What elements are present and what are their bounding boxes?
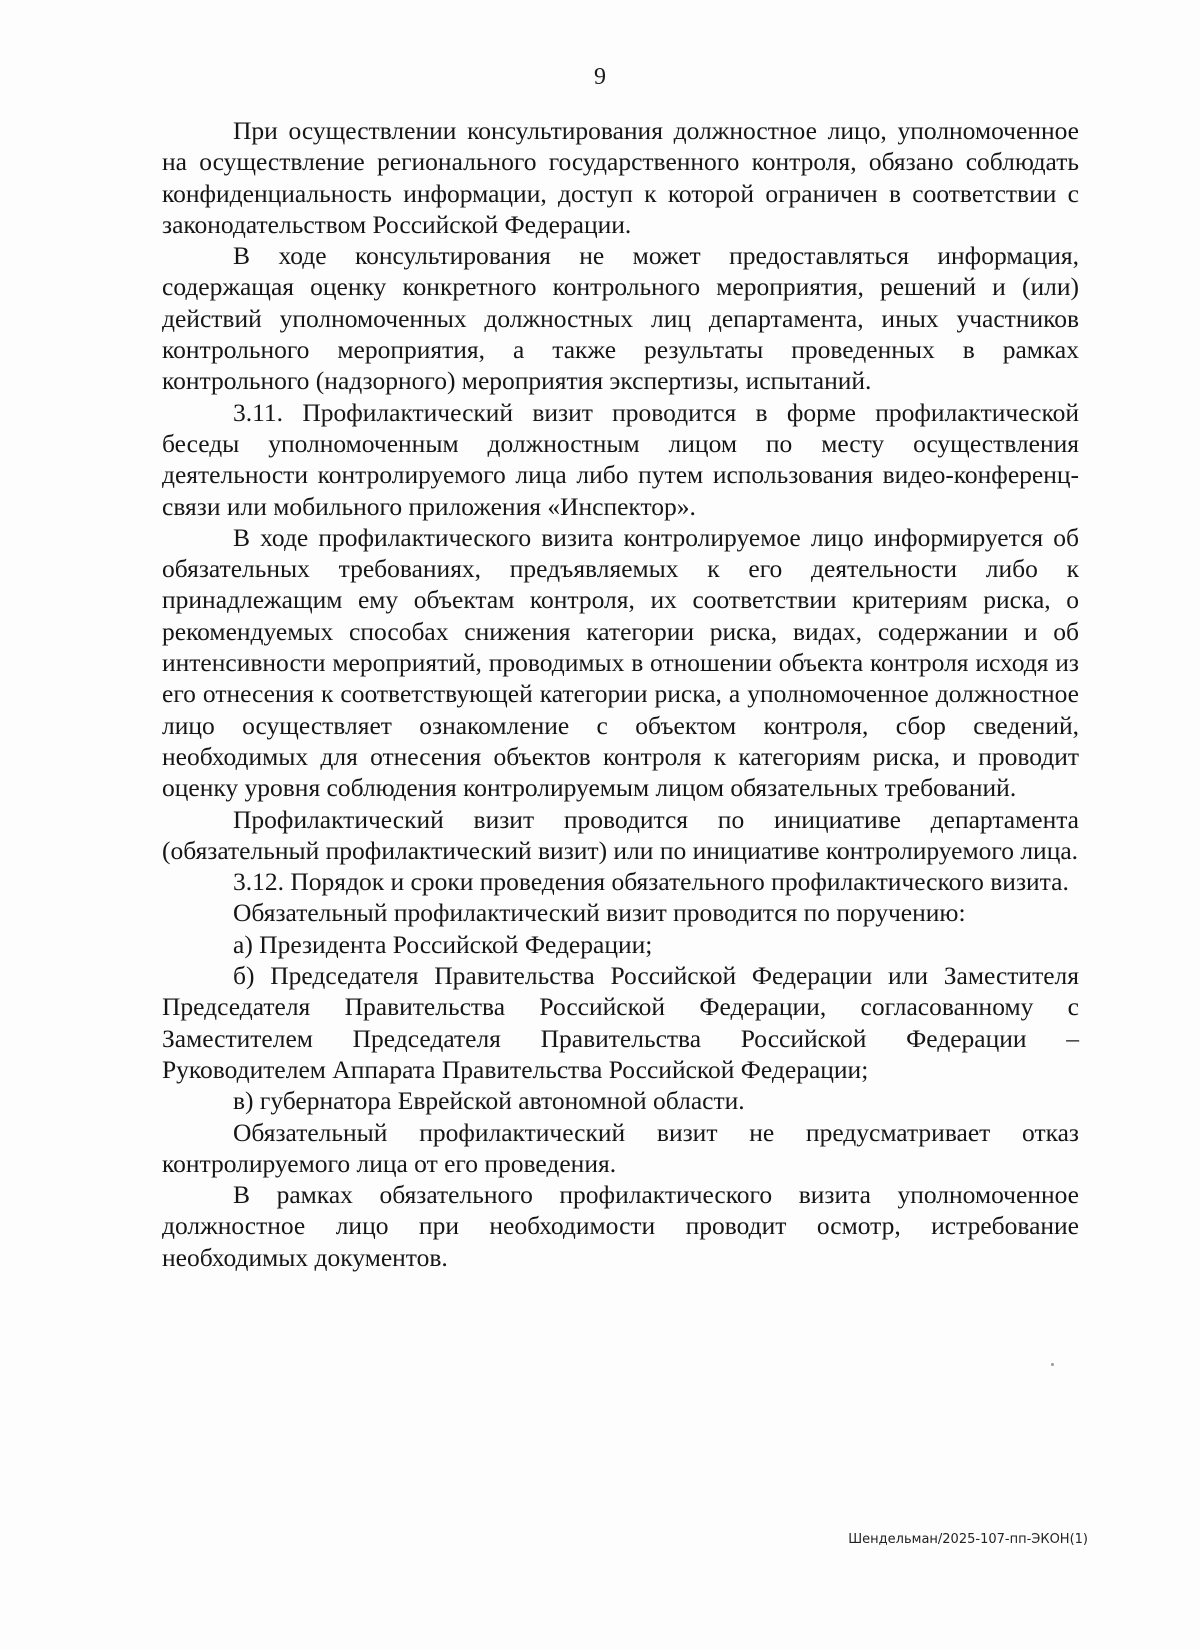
list-item-v: в) губернатора Еврейской автономной области. bbox=[233, 1086, 745, 1116]
document-body bbox=[162, 115, 1079, 1273]
paragraph-inspection: В рамках обязательного профилактического визита уполномоченное должностное лицо при необходимости проводит осмотр, истребование необходимых документов. bbox=[162, 1180, 1079, 1272]
paragraph-3-11-preventive-visit: 3.11. Профилактический визит проводится в форме профилактической беседы уполномоченным должностным лицом по месту осуществления деятельности контролируемого лица либо путем использования видео-конференц-связи или мобильного приложения «Инспектор». bbox=[162, 397, 1079, 521]
paragraph-3-12-procedure: 3.12. Порядок и сроки проведения обязательного профилактического визита. bbox=[233, 867, 1069, 897]
list-item-b: б) Председателя Правительства Российской Федерации или Заместителя Председателя Правительства Российской Федерации, согласованному с Заместителем Председателя Правительства Российской Федерации – Руководителем Аппарата Правительства Российской Федерации; bbox=[162, 961, 1079, 1084]
scan-speck bbox=[1051, 1363, 1054, 1366]
footer-document-code: Шендельман/2025-107-пп-ЭКОН(1) bbox=[848, 1532, 1088, 1547]
page-number: 9 bbox=[594, 64, 606, 90]
paragraph-no-refusal: Обязательный профилактический визит не предусматривает отказ контролируемого лица от его проведения. bbox=[162, 1117, 1079, 1178]
paragraph-instruction-intro: Обязательный профилактический визит проводится по поручению: bbox=[233, 898, 966, 928]
paragraph-confidentiality: При осуществлении консультирования должностное лицо, уполномоченное на осуществление регионального государственного контроля, обязано соблюдать конфиденциальность информации, доступ к которой ограничен в соответствии с законодательством Российской Федерации. bbox=[162, 116, 1079, 239]
paragraph-visit-initiative: Профилактический визит проводится по инициативе департамента (обязательный профилактический визит) или по инициативе контролируемого лица. bbox=[162, 804, 1079, 865]
paragraph-consultation-limits: В ходе консультирования не может предоставляться информация, содержащая оценку конкретного контрольного мероприятия, решений и (или) действий уполномоченных должностных лиц департамента, иных участников контрольного мероприятия, а также результаты проведенных в рамках контрольного (надзорного) мероприятия экспертизы, испытаний. bbox=[162, 241, 1079, 396]
paragraph-visit-content: В ходе профилактического визита контролируемое лицо информируется об обязательных требованиях, предъявляемых к его деятельности либо к принадлежащим ему объектам контроля, их соответствии критериям риска, о рекомендуемых способах снижения категории риска, видах, содержании и об интенсивности мероприятий, проводимых в отношении объекта контроля исходя из его отнесения к соответствующей категории риска, а уполномоченное должностное лицо осуществляет ознакомление с объектом контроля, сбор сведений, необходимых для отнесения объектов контроля к категориям риска, и проводит оценку уровня соблюдения контролируемым лицом обязательных требований. bbox=[162, 522, 1079, 803]
list-item-a: а) Президента Российской Федерации; bbox=[233, 929, 653, 959]
